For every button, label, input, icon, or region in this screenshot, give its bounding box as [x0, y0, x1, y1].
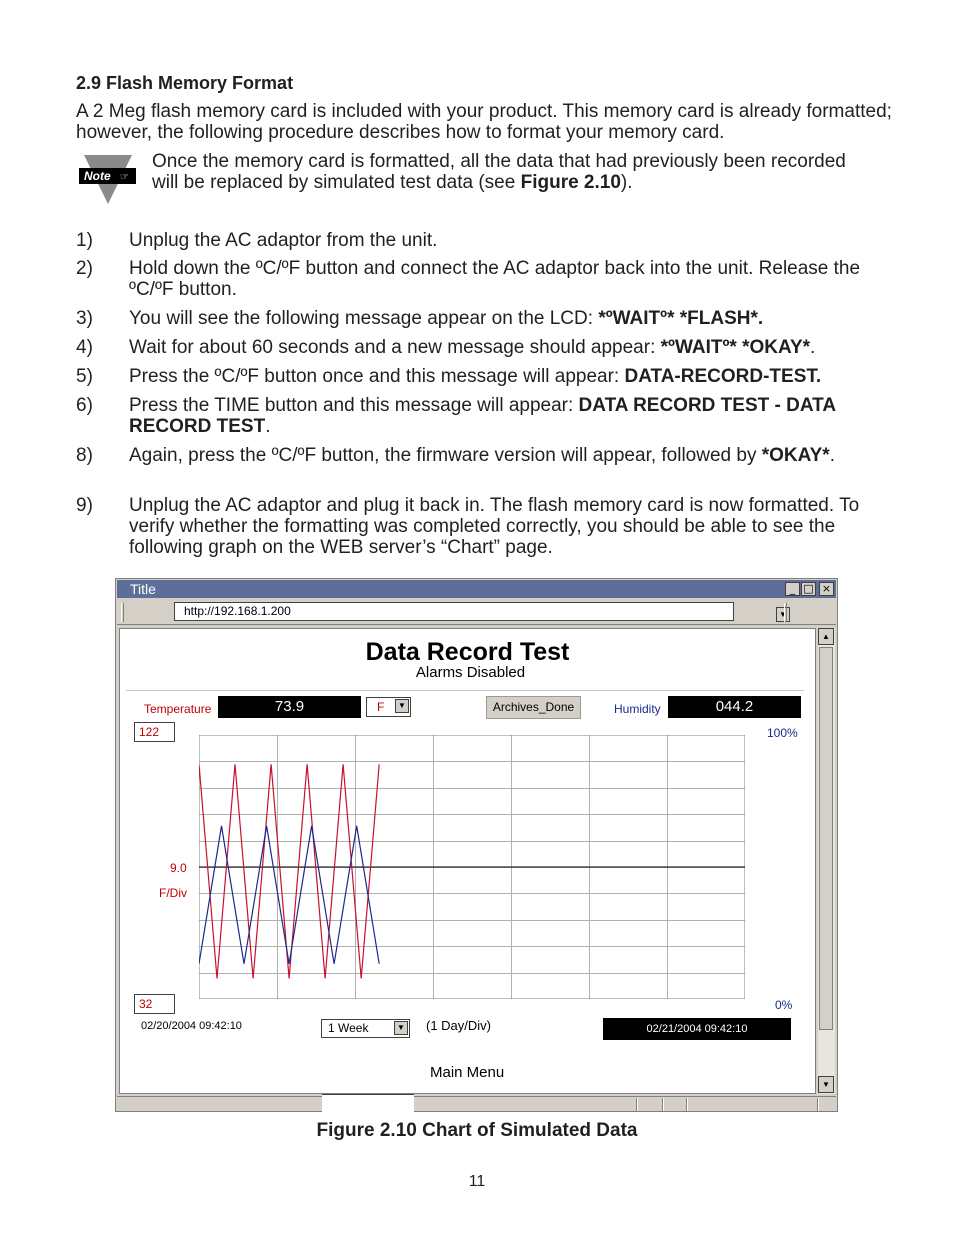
scroll-up-button[interactable]: ▲ [818, 628, 834, 645]
scroll-thumb[interactable] [819, 647, 833, 1030]
step-text: Unplug the AC adaptor and plug it back in. The flash memory card is now formatted. To verify whether the formatting was completed correctly, you should be able to see the following graph on the WEB server’s “Chart” page. [129, 495, 860, 558]
step-number: 3) [76, 308, 93, 329]
step-number: 4) [76, 337, 93, 358]
window-titlebar [117, 580, 836, 598]
step-number: 2) [76, 258, 93, 279]
address-toolbar [117, 600, 836, 625]
note-figure-ref: Figure 2.10 [520, 172, 621, 193]
maximize-button[interactable]: □ [801, 582, 816, 596]
step-text: Again, press the ºC/ºF button, the firmware version will appear, followed by *OKAY*. [129, 445, 835, 466]
status-tab [322, 1094, 414, 1112]
step-number: 6) [76, 395, 93, 416]
address-text: http://192.168.1.200 [184, 604, 291, 618]
unit-select[interactable] [366, 697, 411, 717]
scale-unit-label: F/Div [159, 886, 187, 900]
window-title: Title [130, 581, 156, 597]
step-number: 8) [76, 445, 93, 466]
address-dropdown-button[interactable]: ▼ [776, 607, 790, 622]
figure-caption: Figure 2.10 Chart of Simulated Data [316, 1120, 638, 1141]
note-text [152, 151, 872, 193]
start-time: 02/20/2004 09:42:10 [141, 1020, 242, 1032]
temp-max-input[interactable]: 122 [134, 722, 175, 742]
humidity-value: 044.2 [668, 696, 801, 718]
period-select-arrow[interactable]: ▼ [394, 1021, 408, 1035]
browser-window [115, 578, 838, 1112]
page-number: 11 [468, 1173, 486, 1190]
scroll-down-button[interactable]: ▼ [818, 1076, 834, 1093]
note-icon-label: Note [84, 169, 111, 183]
divider [126, 690, 804, 691]
toolbar-grip[interactable] [784, 603, 787, 622]
close-button[interactable]: × [819, 582, 834, 596]
period-select[interactable] [321, 1019, 410, 1038]
step-number: 5) [76, 366, 93, 387]
period-select-value: 1 Week [328, 1021, 369, 1035]
minimize-button[interactable]: _ [785, 582, 800, 596]
step-text: Press the ºC/ºF button once and this message will appear: DATA-RECORD-TEST. [129, 366, 822, 387]
series-line-humidity [199, 826, 379, 964]
temperature-value: 73.9 [218, 696, 361, 718]
note-text-before: Once the memory card is formatted, all the data that had previously been recorded will be replaced by simulated test data (see [152, 151, 846, 193]
chart-plot [199, 735, 745, 999]
main-menu-link[interactable]: Main Menu [430, 1064, 505, 1081]
note-text-after: ). [620, 172, 633, 193]
step-number: 1) [76, 230, 93, 251]
end-time: 02/21/2004 09:42:10 [603, 1018, 791, 1040]
status-divider [662, 1098, 664, 1111]
toolbar-grip[interactable] [121, 603, 124, 622]
intro-paragraph: A 2 Meg flash memory card is included with your product. This memory card is already formatted; however, the following procedure describes how to format your memory card. [76, 101, 892, 143]
temp-min-input[interactable]: 32 [134, 994, 175, 1014]
note-icon [78, 152, 138, 206]
step-text: Press the TIME button and this message will appear: DATA RECORD TEST - DATA RECORD TEST. [129, 395, 836, 437]
archives-button[interactable]: Archives_Done [486, 696, 581, 719]
step-number: 9) [76, 495, 93, 516]
step-text: Wait for about 60 seconds and a new message should appear: *ºWAITº* *OKAY*. [129, 337, 816, 358]
page-title: Data Record Test [365, 638, 570, 666]
chart-page-content [119, 628, 816, 1094]
step-text: You will see the following message appear on the LCD: *ºWAITº* *FLASH*. [129, 308, 764, 329]
humidity-min-label: 0% [775, 998, 793, 1012]
address-input[interactable] [174, 602, 787, 621]
division-label: (1 Day/Div) [426, 1018, 492, 1033]
temperature-label: Temperature [144, 702, 212, 716]
humidity-label: Humidity [614, 702, 661, 716]
step-text: Unplug the AC adaptor from the unit. [129, 230, 438, 251]
step-text: Hold down the ºC/ºF button and connect the AC adaptor back into the unit. Release the ºC/ºF button. [129, 258, 861, 300]
scale-value-label: 9.0 [170, 861, 187, 875]
alarm-status: Alarms Disabled [415, 664, 526, 681]
status-divider [686, 1098, 688, 1111]
humidity-max-label: 100% [767, 726, 798, 740]
unit-select-value: F [377, 700, 385, 714]
status-divider [817, 1098, 819, 1111]
unit-select-arrow[interactable]: ▼ [395, 699, 409, 713]
section-title: 2.9 Flash Memory Format [76, 73, 294, 93]
status-bar [117, 1096, 836, 1111]
vertical-scrollbar[interactable] [818, 628, 835, 1094]
status-divider [636, 1098, 638, 1111]
svg-text:☞: ☞ [120, 172, 129, 183]
